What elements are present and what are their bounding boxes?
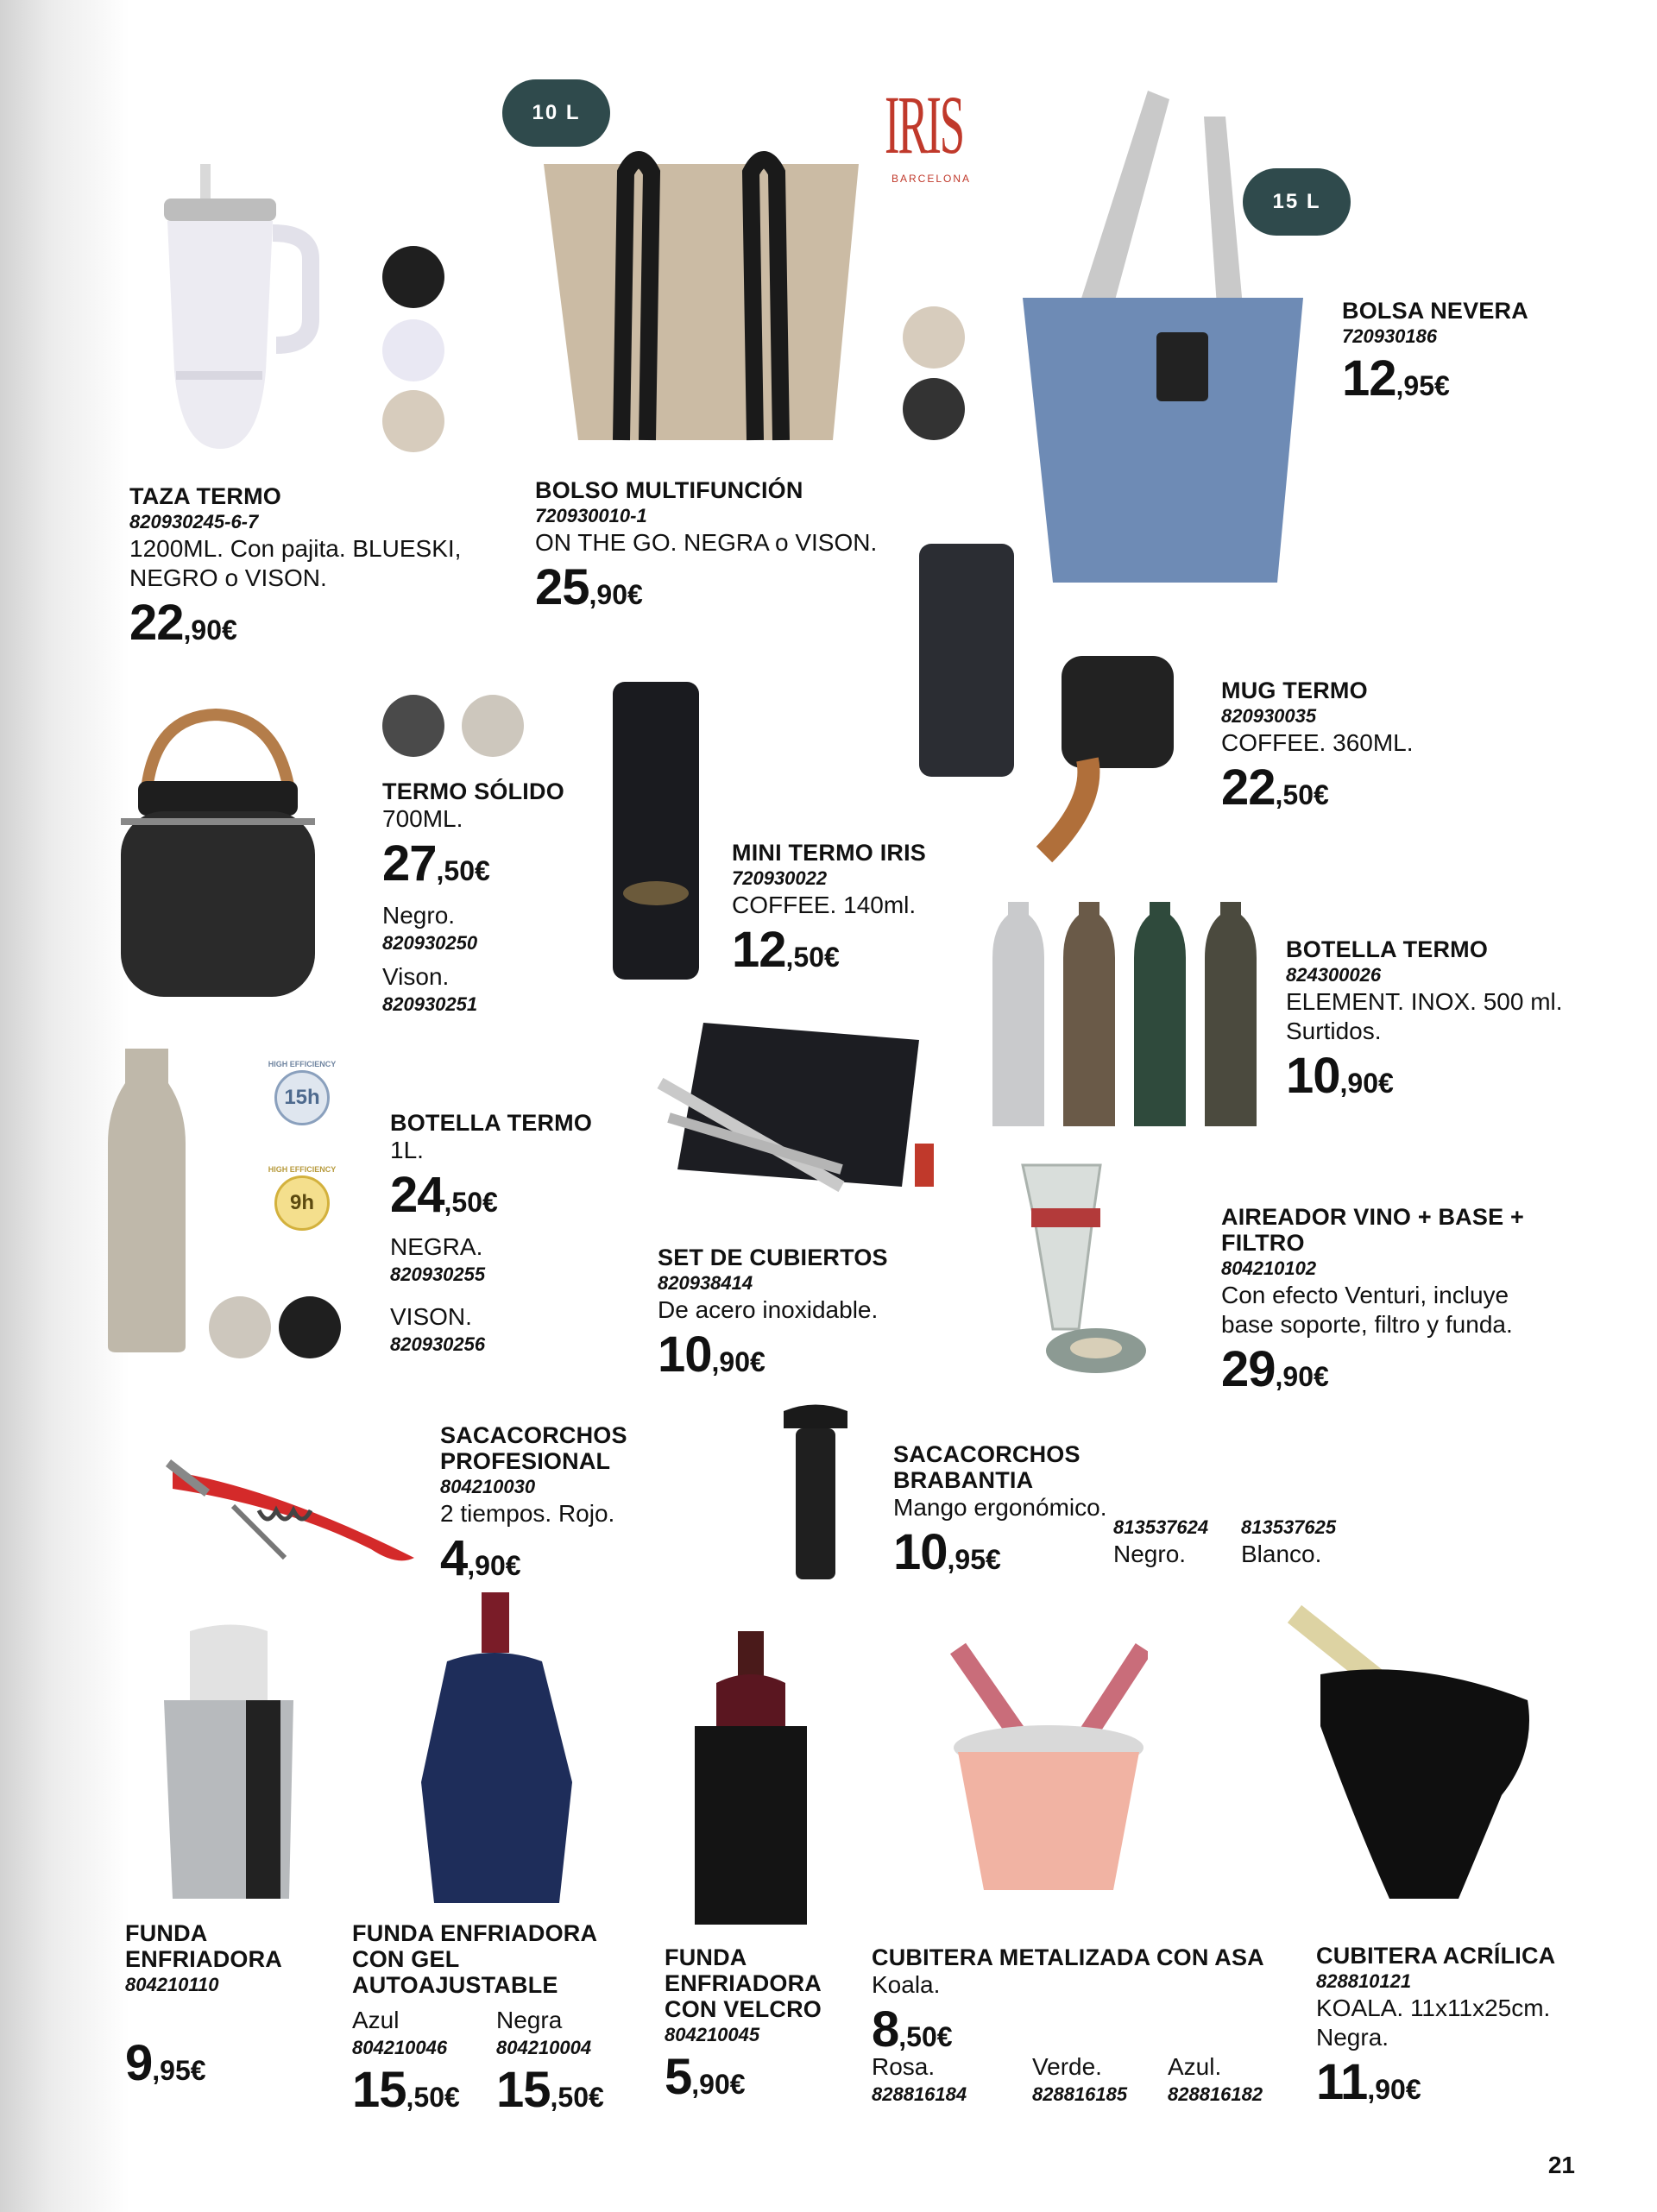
product-desc: COFFEE. 360ML. [1221,729,1414,756]
variant-label: Vison. [382,963,450,990]
bolsa-nevera-image [1018,82,1312,591]
variant-label: VISON. [390,1303,472,1330]
product-sacacorchos-pro [440,1422,627,1596]
product-cubitera-acrilica [1316,1943,1555,2120]
product-desc: Mango ergonómico. [893,1494,1107,1521]
product-price: 27,50€ [382,835,490,892]
product-title: MUG TERMO [1221,677,1368,703]
product-title: ENFRIADORA [125,1946,282,1972]
product-title: FUNDA [125,1920,208,1946]
variant-azul [352,2006,460,2127]
product-desc: 1L. [390,1137,424,1163]
product-funda-gel [352,1920,597,1998]
capacity-badge-10l: 10 L [502,79,610,147]
efficiency-label: HIGH EFFICIENCY [268,1165,337,1174]
product-funda-enfriadora [125,1920,282,2101]
product-price: 9,95€ [125,2035,206,2091]
product-title: AIREADOR VINO + BASE + [1221,1204,1524,1230]
product-title: BOLSO MULTIFUNCIÓN [535,477,803,503]
cubitera-acrilica-image [1286,1605,1536,1907]
sacacorchos-pro-image [155,1437,423,1566]
product-title: CUBITERA METALIZADA CON ASA [872,1944,1264,1970]
product-aireador [1221,1204,1524,1407]
product-code: 804210045 [665,2024,760,2045]
variant-code: 813537624 [1113,1516,1209,1538]
swatch-vison [462,695,524,757]
product-title: BOLSA NEVERA [1342,298,1528,324]
product-price: 15,50€ [352,2062,460,2118]
funda-gel-image [413,1592,581,1907]
product-title: CON GEL [352,1946,460,1972]
product-desc: De acero inoxidable. [658,1296,879,1323]
product-code: 720930010-1 [535,505,647,526]
variant-negro [1113,1515,1208,1569]
product-cubiertos [658,1245,888,1392]
sacacorchos-bra-image [777,1402,854,1584]
variant-rosa [872,2052,967,2107]
swatch-black [903,378,965,440]
variant-label: Negro. [382,902,456,929]
product-code: 820930245-6-7 [129,511,259,533]
bolso-image [535,147,867,449]
product-price: 22,90€ [129,595,237,651]
product-price: 15,50€ [496,2062,604,2118]
product-cubitera-metalizada [872,1944,1264,2067]
swatch-vison [209,1296,271,1358]
variant-code: 813537625 [1241,1516,1337,1538]
swatch-vison [382,390,444,452]
hours-15-icon: 15h [274,1070,330,1125]
product-code: 720930022 [732,867,828,889]
product-price: 25,90€ [535,559,643,615]
funda-velcro-image [690,1631,811,1929]
variant-code: 820930256 [390,1333,486,1355]
product-title: CUBITERA ACRÍLICA [1316,1943,1556,1969]
variant-azul [1168,2052,1263,2107]
variant-code: 804210004 [496,2037,592,2058]
variant-label: Negro. [1113,1541,1187,1567]
product-botella-500 [1286,936,1563,1113]
product-termo-solido [382,778,564,1017]
efficiency-badge-15h [259,1060,345,1125]
product-price: 12,50€ [732,922,840,978]
variant-label: Rosa. [872,2053,936,2080]
variant-negra [496,2006,604,2127]
product-desc: Surtidos. [1286,1018,1382,1044]
product-desc: COFFEE. 140ml. [732,892,917,918]
product-price: 4,90€ [440,1530,521,1586]
capacity-badge-15l: 15 L [1243,168,1351,236]
variant-code: 828816185 [1032,2083,1128,2105]
product-code: 828810121 [1316,1970,1412,1992]
efficiency-badge-9h [259,1165,345,1231]
product-title: PROFESIONAL [440,1448,611,1474]
page-number: 21 [1547,2152,1575,2178]
product-title: MINI TERMO IRIS [732,840,926,866]
variant-code: 820930250 [382,932,478,954]
product-desc: Koala. [872,1971,941,1998]
product-desc: Con efecto Venturi, incluye [1221,1282,1509,1308]
swatch-vison [903,306,965,369]
variant-verde [1032,2052,1127,2107]
product-code: 820930035 [1221,705,1317,727]
product-price: 5,90€ [665,2049,746,2105]
variant-code: 820930251 [382,993,478,1015]
mini-termo-image [608,682,703,984]
product-price: 11,90€ [1316,2054,1421,2110]
aireador-image [1005,1156,1156,1381]
product-title: CON VELCRO [665,1996,822,2022]
brand-logo [885,78,1005,185]
variant-label: Blanco. [1241,1541,1322,1567]
product-desc: 700ML. [382,805,463,832]
efficiency-label: HIGH EFFICIENCY [268,1060,337,1068]
product-title: AUTOAJUSTABLE [352,1972,558,1998]
hours-9-icon: 9h [274,1175,330,1231]
product-title: FUNDA [665,1944,747,1970]
product-title: BOTELLA TERMO [1286,936,1489,962]
product-code: 804210102 [1221,1257,1317,1279]
variant-label: Negra [496,2007,563,2033]
product-funda-velcro [665,1944,822,2114]
product-desc: ON THE GO. NEGRA o VISON. [535,529,878,556]
swatch-black [279,1296,341,1358]
variant-code: 804210046 [352,2037,448,2058]
product-title: BRABANTIA [893,1467,1034,1493]
swatch-white [382,319,444,381]
variant-code: 828816184 [872,2083,967,2105]
taza-termo-image [155,164,319,457]
product-code: 804210030 [440,1476,536,1497]
product-price: 8,50€ [872,2001,953,2058]
product-taza-termo [129,483,461,660]
product-sacacorchos-bra [893,1441,1106,1590]
product-desc: Negra. [1316,2024,1389,2051]
variant-label: Verde. [1032,2053,1102,2080]
product-price: 12,95€ [1342,350,1450,406]
product-desc: ELEMENT. INOX. 500 ml. [1286,988,1563,1015]
mug-termo-image [915,544,1182,863]
product-title: SACACORCHOS [440,1422,627,1448]
product-botella-1l [390,1110,592,1357]
swatch-black [382,695,444,757]
product-title: SET DE CUBIERTOS [658,1245,888,1270]
product-title: TERMO SÓLIDO [382,778,564,804]
product-title: FUNDA ENFRIADORA [352,1920,598,1946]
variant-label: Azul. [1168,2053,1222,2080]
product-title: BOTELLA TERMO [390,1110,593,1136]
product-desc: base soporte, filtro y funda. [1221,1311,1513,1338]
botella-1l-image [104,1049,190,1355]
variant-code: 828816182 [1168,2083,1263,2105]
swatch-black [382,246,444,308]
product-desc: 1200ML. Con pajita. BLUESKI, [129,535,462,562]
product-title: FILTRO [1221,1230,1305,1256]
product-desc: KOALA. 11x11x25cm. [1316,1995,1551,2021]
variant-code: 820930255 [390,1264,486,1285]
termo-solido-image [104,708,332,1001]
product-price: 10,90€ [658,1327,765,1383]
product-price: 22,50€ [1221,759,1329,816]
brand-city: BARCELONA [892,173,972,185]
product-code: 804210110 [125,1974,219,1995]
brand-name: IRIS [885,79,963,171]
product-price: 10,95€ [893,1524,1001,1580]
funda-enfriadora-image [155,1623,306,1907]
product-title: ENFRIADORA [665,1970,822,1996]
product-desc: NEGRO o VISON. [129,564,327,591]
product-code: 820938414 [658,1272,753,1294]
product-bolso [535,477,877,625]
product-desc: 2 tiempos. Rojo. [440,1500,615,1527]
product-price: 10,90€ [1286,1048,1394,1104]
product-code: 824300026 [1286,964,1382,986]
product-mug-termo [1221,677,1414,825]
variant-label: NEGRA. [390,1233,483,1260]
product-title: SACACORCHOS [893,1441,1081,1467]
variant-label: Azul [352,2007,400,2033]
product-price: 29,90€ [1221,1341,1329,1397]
product-bolsa-nevera [1342,298,1528,416]
product-price: 24,50€ [390,1167,498,1223]
cubiertos-image [643,1014,936,1213]
product-title: TAZA TERMO [129,483,281,509]
botella-500-image [984,898,1269,1135]
variant-blanco [1241,1515,1336,1569]
product-code: 720930186 [1342,325,1438,347]
cubitera-metalizada-image [949,1635,1148,1894]
product-mini-termo [732,840,926,987]
